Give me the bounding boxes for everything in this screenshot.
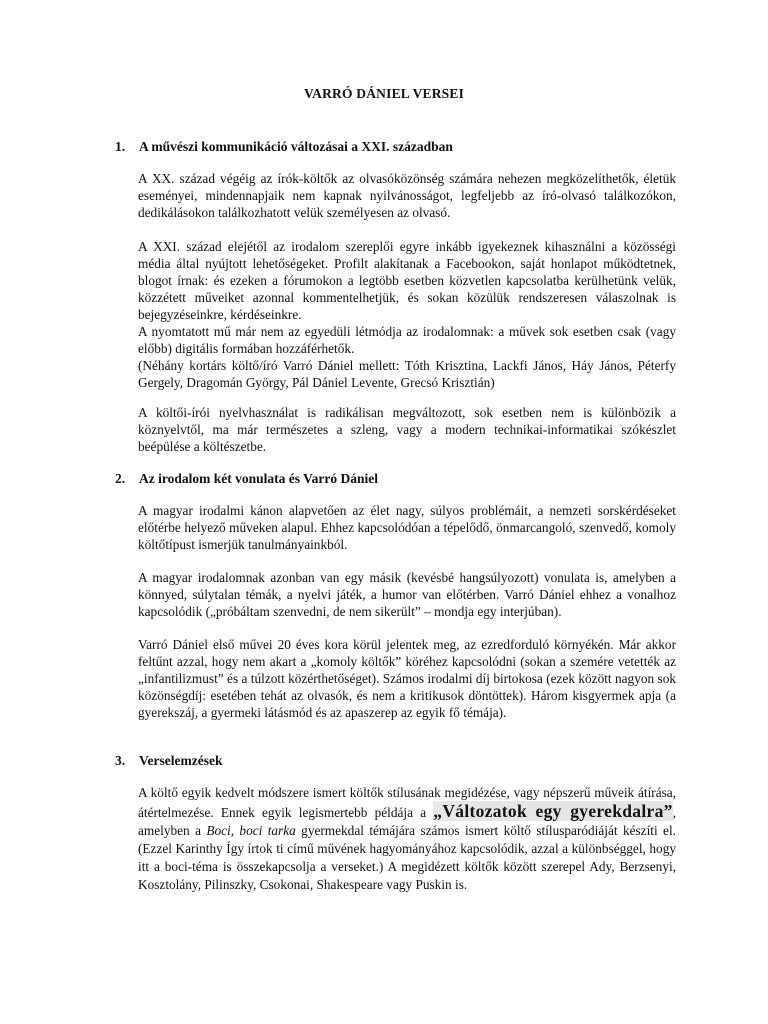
section-heading-text: A művészi kommunikáció változásai a XXI. században xyxy=(139,139,453,154)
document-title: VARRÓ DÁNIEL VERSEI xyxy=(303,86,465,101)
paragraph xyxy=(138,784,676,894)
paragraph-text: Varró Dániel első művei 20 éves kora körül jelentek meg, az ezredforduló környékén. Már akkor feltűnt azzal, hogy nem akart a „komoly költők” köréhez kapcsolódni (sokan a szemére vetették az „infantilizmust” és a túlzott közérthetőséget). Számos irodalmi díj birtokosa (ezek között nagyon sok közönségdíj: esetében tehát az olvasók, és nem a kritikusok döntöttek). Három kisgyermek apja (a gyerekszáj, a gyermeki látásmód és az apaszerep az egyik fő témája). xyxy=(138,637,676,720)
paragraph xyxy=(138,636,676,721)
section-number: 3. xyxy=(115,753,126,768)
paragraph xyxy=(138,238,676,391)
paragraph-text: A XXI. század elejétől az irodalom szereplői egyre inkább igyekeznek kihasználni a közösségi média által nyújtott lehetőségeket. Profilt alakítanak a Facebookon, saját honlapot működtetnek, blogot írnak: és ezeken a fórumokon a legtöbb esetben közvetlen kapcsolatba kerülhetünk velük, közzétett műveiket azonnal kommentelhetjük, és sokan közülük rendszeresen válaszolnak is bejegyzéseinkre, kérdéseinkre. xyxy=(138,239,676,322)
paragraph xyxy=(138,404,676,455)
paragraph-intro: A költő egyik kedvelt módszere ismert költők stílusának megidézése, vagy népszerű műveik átírása, átértelmezése. Ennek egyik legismertebb példája a xyxy=(138,785,676,820)
paragraph-rest: gyermekdal témájára számos ismert költő stílusparódiáját készíti el. (Ezzel Karinthy Így írtok ti című művének hagyományához kapcsolódik, azzal a különbséggel, hogy itt a boci-téma is összekapcsolja a verseket.) A megidézett költők között szerepel Ady, Berzsenyi, Kosztolány, Pilinszky, Csokonai, Shakespeare vagy Puskin is. xyxy=(138,823,676,892)
section-heading-text: Az irodalom két vonulata és Varró Dániel xyxy=(139,471,378,486)
paragraph-text: A magyar irodalomnak azonban van egy másik (kevésbé hangsúlyozott) vonulata is, amelyben a könnyed, súlytalan témák, a nyelvi játék, a humor van előtérben. Varró Dániel ehhez a vonalhoz kapcsolódik („próbáltam szenvedni, de nem sikerült” – mondja egy interjúban). xyxy=(138,570,676,619)
paragraph xyxy=(138,170,676,221)
paragraph-text: A magyar irodalmi kánon alapvetően az élet nagy, súlyos problémáit, a nemzeti sorskérdéseket előtérbe helyező műveken alapul. Ehhez kapcsolódóan a tépelődő, önmarcangoló, szenvedő, komoly költőtípust ismerjük tanulmányainkból. xyxy=(138,503,676,552)
section-heading-1 xyxy=(115,139,453,155)
paragraph-mid: , amelyben a xyxy=(138,805,677,838)
paragraph xyxy=(138,502,676,553)
paragraph-text: A nyomtatott mű már nem az egyedüli létmódja az irodalomnak: a művek sok esetben csak (vagy előbb) digitális formában hozzáférhetők. xyxy=(138,324,676,356)
italic-title: Boci, boci tarka xyxy=(206,823,296,838)
section-heading-2 xyxy=(115,471,378,487)
section-number: 2. xyxy=(115,471,126,486)
paragraph-text xyxy=(138,784,676,894)
paragraph-text: A költői-írói nyelvhasználat is radikálisan megváltozott, sok esetben nem is különbözik a köznyelvtől, ma már természetes a szleng, vagy a modern technikai-informatikai szókészlet beépülése a költészetbe. xyxy=(138,405,676,454)
section-number: 1. xyxy=(115,139,126,154)
section-heading-text: Verselemzések xyxy=(139,753,223,768)
paragraph xyxy=(138,569,676,620)
section-heading-3 xyxy=(115,753,222,769)
paragraph-text: A XX. század végéig az írók-költők az olvasóközönség számára nehezen megközelíthetők, életük eseményei, mindennapjaik nem kapnak nyilvánosságot, legfeljebb az író-olvasó találkozókon, dedikálásokon találkozhatott velük személyesen az olvasó. xyxy=(138,171,676,220)
paragraph-text: (Néhány kortárs költő/író Varró Dániel mellett: Tóth Krisztina, Lackfi János, Háy János, Péterfy Gergely, Dragomán György, Pál Dániel Levente, Grecsó Krisztián) xyxy=(138,358,676,390)
highlighted-title: „Változatok egy gyerekdalra” xyxy=(433,801,673,821)
